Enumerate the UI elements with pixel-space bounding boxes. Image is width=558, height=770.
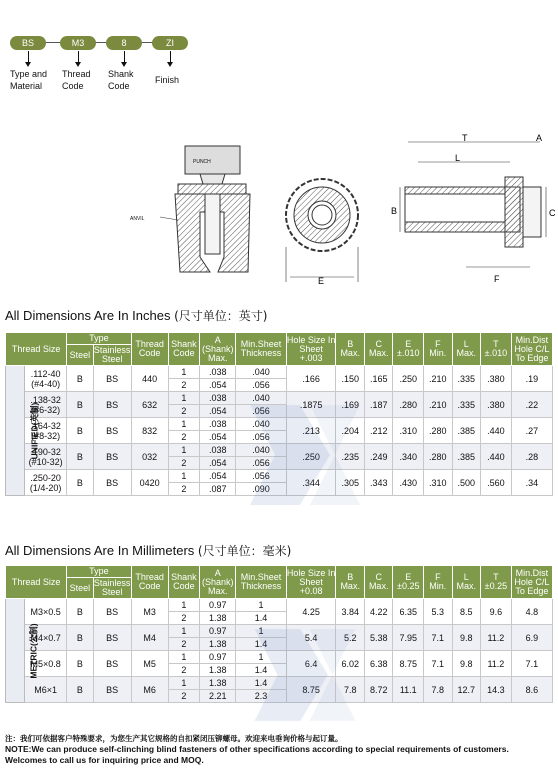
dim-l-label: L	[455, 153, 461, 163]
cell-e: .280	[393, 392, 424, 418]
cell-stainless: BS	[93, 625, 131, 651]
part-code-legend	[10, 34, 210, 94]
thread-size-text: .250-20	[30, 472, 61, 483]
thread-size-text: .138-32	[30, 394, 61, 405]
cell-a-max: 0.97	[200, 625, 236, 638]
end-view-drawing	[286, 179, 358, 286]
cell-hole-size: 5.4	[286, 625, 336, 651]
cell-shank-code: 2	[168, 664, 200, 677]
cell-c-max: 8.72	[364, 677, 393, 703]
col-min-sheet: Min.Sheet Thickness	[236, 333, 287, 366]
col-hole: Hole Size In Sheet +0.08	[286, 566, 336, 599]
cell-a-max: 0.97	[200, 599, 236, 612]
dim-e-label: E	[318, 276, 325, 286]
cell-min-sheet: 1	[236, 625, 287, 638]
col-t: T ±0.25	[481, 566, 512, 599]
cell-b-max: 5.2	[336, 625, 365, 651]
cell-min-sheet: .040	[236, 366, 287, 379]
col-f: F Min.	[424, 566, 453, 599]
cell-a-max: 0.97	[200, 651, 236, 664]
cell-c-max: .165	[364, 366, 393, 392]
col-t: T ±.010	[481, 333, 512, 366]
cell-a-max: 2.21	[200, 690, 236, 703]
cell-steel: B	[67, 444, 93, 470]
cell-min-dist: 6.9	[511, 625, 552, 651]
thread-size-text: M5×0.8	[30, 658, 61, 669]
cell-steel: B	[67, 470, 93, 496]
col-type: Type	[67, 333, 131, 345]
col-steel: Steel	[67, 345, 93, 366]
table-row	[6, 651, 553, 664]
cell-hole-size: .250	[286, 444, 336, 470]
cell-a-max: 1.38	[200, 664, 236, 677]
thread-size-alt-text: (#6-32)	[31, 404, 61, 415]
cell-hole-size: .344	[286, 470, 336, 496]
cell-a-max: .087	[200, 483, 236, 496]
cell-f-min: 5.3	[424, 599, 453, 625]
table-row	[6, 418, 553, 431]
cell-stainless: BS	[93, 470, 131, 496]
cell-l-max: .500	[452, 470, 481, 496]
table-row	[6, 625, 553, 638]
cell-f-min: 7.1	[424, 651, 453, 677]
cell-f-min: .280	[424, 444, 453, 470]
col-min-dist: Min.Dist Hole C/L To Edge	[511, 333, 552, 366]
cell-min-sheet: .090	[236, 483, 287, 496]
cell-min-sheet: 1.4	[236, 612, 287, 625]
col-e: E ±.010	[393, 333, 424, 366]
thread-size-text: M3×0.5	[30, 606, 61, 617]
col-c: C Max.	[364, 566, 393, 599]
cell-e: 11.1	[393, 677, 424, 703]
cell-l-max: .385	[452, 444, 481, 470]
cell-min-sheet: 2.3	[236, 690, 287, 703]
cell-c-max: .187	[364, 392, 393, 418]
cell-thread-size	[25, 366, 67, 392]
cell-hole-size: 8.75	[286, 677, 336, 703]
cell-min-sheet: .056	[236, 405, 287, 418]
dim-f-label: F	[494, 274, 500, 284]
label-type-material: Type and Material	[10, 69, 48, 91]
cell-a-max: .038	[200, 444, 236, 457]
cell-e: .250	[393, 366, 424, 392]
cell-c-max: 6.38	[364, 651, 393, 677]
cell-c-max: .343	[364, 470, 393, 496]
cell-t: .380	[481, 392, 512, 418]
col-stainless: Stainless Steel	[93, 345, 131, 364]
label-shank-code: Shank Code	[108, 69, 134, 91]
col-shank-code: Shank Code	[168, 566, 200, 599]
cell-f-min: .280	[424, 418, 453, 444]
cell-min-sheet: .056	[236, 457, 287, 470]
cell-shank-code: 1	[168, 599, 200, 612]
cell-hole-size: .1875	[286, 392, 336, 418]
mm-section-title	[5, 542, 291, 559]
cell-min-dist: .28	[511, 444, 552, 470]
thread-size-alt-text: (#10-32)	[28, 456, 63, 467]
cell-f-min: 7.8	[424, 677, 453, 703]
cell-shank-code: 1	[168, 392, 200, 405]
col-a: A (Shank) Max.	[200, 566, 236, 599]
cell-min-sheet: .056	[236, 379, 287, 392]
cell-min-sheet: 1.4	[236, 677, 287, 690]
col-thread-size: Thread Size	[6, 333, 67, 366]
table-row	[6, 677, 553, 690]
cell-shank-code: 2	[168, 638, 200, 651]
cell-stainless: BS	[93, 392, 131, 418]
col-hole: Hole Size In Sheet +.003	[286, 333, 336, 366]
cell-e: 7.95	[393, 625, 424, 651]
cell-steel: B	[67, 392, 93, 418]
cell-min-sheet: .056	[236, 431, 287, 444]
mm-title-cn: (尺寸单位：毫米)	[197, 544, 292, 558]
thread-size-text: .164-32	[30, 420, 61, 431]
cell-steel: B	[67, 599, 93, 625]
table-row	[6, 470, 553, 483]
cell-a-max: .054	[200, 470, 236, 483]
cell-min-sheet: 1.4	[236, 638, 287, 651]
col-min-dist: Min.Dist Hole C/L To Edge	[511, 566, 552, 599]
cell-thread-code: 832	[131, 418, 168, 444]
cell-l-max: 9.8	[452, 625, 481, 651]
technical-drawing	[0, 132, 558, 292]
dim-t-label: T	[462, 133, 468, 143]
cell-min-sheet: 1	[236, 651, 287, 664]
cell-l-max: 12.7	[452, 677, 481, 703]
dim-b-label: B	[391, 206, 398, 216]
footer-note	[5, 733, 555, 766]
cell-shank-code: 2	[168, 405, 200, 418]
arrow-down-icon	[124, 51, 125, 65]
cell-b-max: 3.84	[336, 599, 365, 625]
cell-min-dist: 7.1	[511, 651, 552, 677]
anvil-label: ANVIL	[130, 216, 145, 222]
side-label-text: METRIC(公制)	[28, 622, 39, 679]
cell-stainless: BS	[93, 418, 131, 444]
cell-stainless: BS	[93, 599, 131, 625]
note-cn: 注：我们可依据客户特殊要求，为您生产其它规格的自扣紧闭压铆螺母。欢迎来电垂询价格与起订量。	[5, 734, 343, 743]
cell-thread-code: M6	[131, 677, 168, 703]
cell-a-max: .038	[200, 418, 236, 431]
cell-f-min: .310	[424, 470, 453, 496]
cell-a-max: .038	[200, 366, 236, 379]
cell-hole-size: 4.25	[286, 599, 336, 625]
cell-a-max: 1.38	[200, 677, 236, 690]
mm-title-en: All Dimensions Are In Millimeters	[5, 543, 195, 558]
label-finish: Finish	[155, 75, 180, 85]
cell-min-dist: .27	[511, 418, 552, 444]
col-stainless: Stainless Steel	[93, 578, 131, 597]
cell-min-sheet: 1.4	[236, 664, 287, 677]
inch-title-cn: (尺寸单位：英寸)	[174, 309, 268, 323]
cell-shank-code: 2	[168, 690, 200, 703]
col-b: B Max.	[336, 566, 365, 599]
cell-b-max: 6.02	[336, 651, 365, 677]
arrow-down-icon	[170, 51, 171, 65]
cell-f-min: 7.1	[424, 625, 453, 651]
cell-min-dist: 4.8	[511, 599, 552, 625]
cell-steel: B	[67, 651, 93, 677]
cell-thread-code: M4	[131, 625, 168, 651]
dim-a-label: A	[536, 133, 543, 143]
cell-e: .430	[393, 470, 424, 496]
cell-hole-size: .166	[286, 366, 336, 392]
col-c: C Max.	[364, 333, 393, 366]
table-row	[6, 366, 553, 379]
cell-shank-code: 1	[168, 625, 200, 638]
pill-type: BS	[10, 36, 46, 50]
thread-size-alt-text: (#4-40)	[31, 378, 61, 389]
cell-shank-code: 2	[168, 612, 200, 625]
cell-t: 11.2	[481, 625, 512, 651]
col-thread-size: Thread Size	[6, 566, 67, 599]
cell-shank-code: 1	[168, 470, 200, 483]
cell-a-max: 1.38	[200, 638, 236, 651]
col-thread-code: Thread Code	[131, 566, 168, 599]
thread-size-text: M6×1	[34, 684, 57, 695]
cell-thread-size	[25, 677, 67, 703]
col-a: A (Shank) Max.	[200, 333, 236, 366]
cell-steel: B	[67, 366, 93, 392]
pill-shank: 8	[106, 36, 142, 50]
cell-min-sheet: .040	[236, 444, 287, 457]
cell-t: 14.3	[481, 677, 512, 703]
cell-hole-size: .213	[286, 418, 336, 444]
cell-e: 6.35	[393, 599, 424, 625]
cell-l-max: .385	[452, 418, 481, 444]
cell-steel: B	[67, 677, 93, 703]
cell-min-sheet: .040	[236, 418, 287, 431]
cell-l-max: 8.5	[452, 599, 481, 625]
note-en-1: NOTE:We can produce self-clinching blind fasteners of other specifications according to special requirements of customers.	[5, 744, 509, 754]
cell-c-max: 5.38	[364, 625, 393, 651]
cell-thread-size	[25, 470, 67, 496]
cell-b-max: .235	[336, 444, 365, 470]
dim-c-label: C	[549, 208, 556, 218]
thread-size-text: .190-32	[30, 446, 61, 457]
cell-a-max: .038	[200, 392, 236, 405]
cell-min-sheet: 1	[236, 599, 287, 612]
label-thread-code: Thread Code	[62, 69, 91, 91]
col-steel: Steel	[67, 578, 93, 599]
cell-thread-code: 0420	[131, 470, 168, 496]
cross-section-drawing	[130, 146, 250, 272]
inch-spec-table	[5, 332, 553, 496]
cell-b-max: .204	[336, 418, 365, 444]
cell-e: .310	[393, 418, 424, 444]
arrow-down-icon	[28, 51, 29, 65]
cell-shank-code: 2	[168, 483, 200, 496]
section-side-label	[6, 366, 40, 496]
cell-t: .440	[481, 418, 512, 444]
side-view-drawing	[391, 133, 556, 284]
col-f: F Min.	[424, 333, 453, 366]
cell-c-max: .212	[364, 418, 393, 444]
cell-shank-code: 2	[168, 379, 200, 392]
cell-min-sheet: .040	[236, 392, 287, 405]
cell-shank-code: 2	[168, 431, 200, 444]
col-b: B Max.	[336, 333, 365, 366]
cell-shank-code: 1	[168, 366, 200, 379]
thread-size-text: M4×0.7	[30, 632, 61, 643]
cell-f-min: .210	[424, 366, 453, 392]
cell-steel: B	[67, 625, 93, 651]
cell-steel: B	[67, 418, 93, 444]
col-l: L Max.	[452, 566, 481, 599]
inch-title-en: All Dimensions Are In Inches	[5, 308, 171, 323]
cell-min-dist: 8.6	[511, 677, 552, 703]
cell-e: 8.75	[393, 651, 424, 677]
cell-shank-code: 1	[168, 444, 200, 457]
cell-t: .560	[481, 470, 512, 496]
cell-t: 11.2	[481, 651, 512, 677]
note-en-2: Welcomes to call us for inquiring price and MOQ.	[5, 755, 204, 765]
cell-min-dist: .34	[511, 470, 552, 496]
cell-thread-code: M5	[131, 651, 168, 677]
cell-b-max: .150	[336, 366, 365, 392]
cell-thread-code: 032	[131, 444, 168, 470]
cell-min-dist: .19	[511, 366, 552, 392]
cell-thread-code: M3	[131, 599, 168, 625]
table-row	[6, 444, 553, 457]
thread-size-alt-text: (#8-32)	[31, 430, 61, 441]
col-l: L Max.	[452, 333, 481, 366]
cell-t: .440	[481, 444, 512, 470]
col-type: Type	[67, 566, 131, 578]
cell-a-max: .054	[200, 431, 236, 444]
col-shank-code: Shank Code	[168, 333, 200, 366]
cell-shank-code: 1	[168, 677, 200, 690]
cell-hole-size: 6.4	[286, 651, 336, 677]
cell-min-dist: .22	[511, 392, 552, 418]
cell-stainless: BS	[93, 651, 131, 677]
pill-thread: M3	[60, 36, 96, 50]
cell-c-max: 4.22	[364, 599, 393, 625]
cell-a-max: .054	[200, 379, 236, 392]
cell-l-max: .335	[452, 366, 481, 392]
punch-label: PUNCH	[193, 159, 211, 165]
col-e: E ±0.25	[393, 566, 424, 599]
cell-stainless: BS	[93, 444, 131, 470]
cell-thread-code: 440	[131, 366, 168, 392]
cell-b-max: .305	[336, 470, 365, 496]
cell-shank-code: 1	[168, 651, 200, 664]
cell-stainless: BS	[93, 366, 131, 392]
thread-size-text: .112-40	[30, 368, 61, 379]
side-label-text: UNIFIED(英制)	[29, 402, 40, 459]
cell-l-max: 9.8	[452, 651, 481, 677]
cell-thread-code: 632	[131, 392, 168, 418]
cell-shank-code: 2	[168, 457, 200, 470]
table-row	[6, 392, 553, 405]
thread-size-alt-text: (1/4-20)	[29, 482, 62, 493]
pill-finish: ZI	[152, 36, 188, 50]
cell-shank-code: 1	[168, 418, 200, 431]
col-min-sheet: Min.Sheet Thickness	[236, 566, 287, 599]
cell-min-sheet: .056	[236, 470, 287, 483]
cell-c-max: .249	[364, 444, 393, 470]
cell-l-max: .335	[452, 392, 481, 418]
arrow-down-icon	[78, 51, 79, 65]
cell-thread-size	[25, 599, 67, 625]
cell-t: .380	[481, 366, 512, 392]
cell-e: .340	[393, 444, 424, 470]
section-side-label	[6, 599, 39, 703]
cell-a-max: 1.38	[200, 612, 236, 625]
cell-f-min: .210	[424, 392, 453, 418]
inch-section-title	[5, 307, 267, 324]
cell-b-max: 7.8	[336, 677, 365, 703]
col-thread-code: Thread Code	[131, 333, 168, 366]
cell-stainless: BS	[93, 677, 131, 703]
cell-a-max: .054	[200, 457, 236, 470]
cell-t: 9.6	[481, 599, 512, 625]
cell-a-max: .054	[200, 405, 236, 418]
cell-b-max: .169	[336, 392, 365, 418]
table-row	[6, 599, 553, 612]
mm-spec-table	[5, 565, 553, 703]
